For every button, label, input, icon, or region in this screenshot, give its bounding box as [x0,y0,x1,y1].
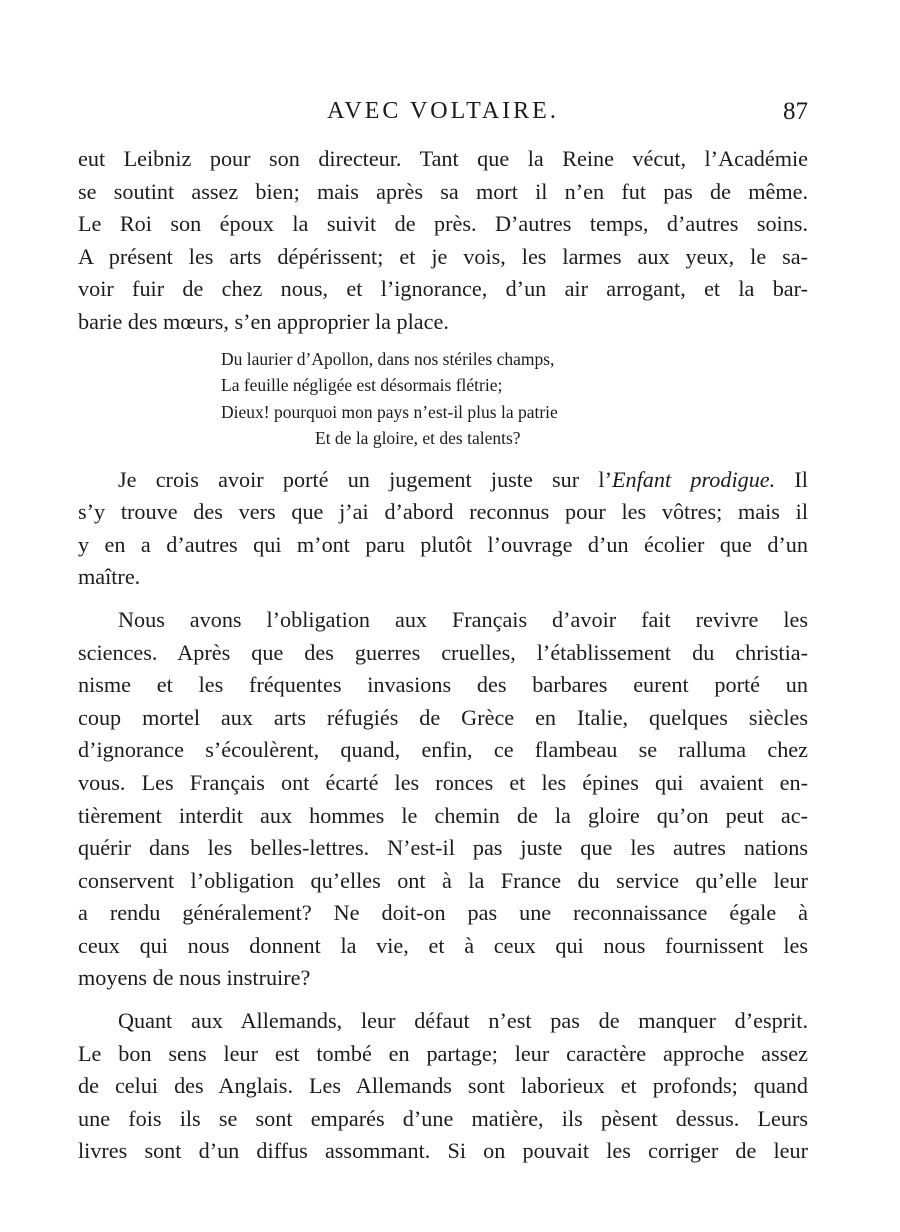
text-line: vous. Les Français ont écarté les ronces et les épines qui avaient en- [78,769,808,795]
text-line: sciences. Après que des guerres cruelles, l’établissement du christia- [78,639,808,665]
text-line [78,464,808,497]
text-line: de celui des Anglais. Les Allemands sont laborieux et profonds; quand [78,1073,808,1099]
text-line: tièrement interdit aux hommes le chemin de la gloire qu’on peut ac- [78,802,808,828]
text-line: Quant aux Allemands, leur défaut n’est pas de manquer d’esprit. [118,1008,808,1034]
text-segment: Il [775,466,808,492]
paragraph-3 [78,604,808,995]
text-line: se soutint assez bien; mais après sa mort il n’en fut pas de même. [78,178,808,204]
verse-quotation [78,346,808,452]
body-text [78,143,808,1168]
text-line: barie des mœurs, s’en approprier la place. [78,308,449,334]
text-line: moyens de nous instruire? [78,965,311,991]
text-line: Nous avons l’obligation aux Français d’avoir fait revivre les [118,606,808,632]
text-line: coup mortel aux arts réfugiés de Grèce en Italie, quelques siècles [78,704,808,730]
paragraph-1 [78,143,808,339]
running-head: AVEC VOLTAIRE. [327,98,559,124]
text-line: Le bon sens leur est tombé en partage; leur caractère approche assez [78,1040,808,1066]
text-line: A présent les arts dépérissent; et je vois, les larmes aux yeux, le sa- [78,243,808,269]
text-line: maître. [78,564,141,590]
text-segment: Je crois avoir porté un jugement juste sur l’ [118,466,612,492]
text-line: Le Roi son époux la suivit de près. D’autres temps, d’autres soins. [78,211,808,237]
text-line: livres sont d’un diffus assommant. Si on pouvait les corriger de leur [78,1138,808,1164]
text-line: voir fuir de chez nous, et l’ignorance, d’un air arrogant, et la bar- [78,276,808,302]
verse-line: Du laurier d’Apollon, dans nos stériles champs, [221,348,555,369]
text-line: eut Leibniz pour son directeur. Tant que la Reine vécut, l’Académie [78,146,808,171]
page-number: 87 [783,98,808,125]
text-line: une fois ils se sont emparés d’une matière, ils pèsent dessus. Leurs [78,1105,808,1131]
paragraph-2 [78,464,808,594]
text-line: quérir dans les belles-lettres. N’est-il pas juste que les autres nations [78,835,808,861]
text-line: s’y trouve des vers que j’ai d’abord reconnus pour les vôtres; mais il [78,499,808,525]
work-title: Enfant prodigue. [611,466,776,492]
text-line: d’ignorance s’écoulèrent, quand, enfin, ce flambeau se ralluma chez [78,737,808,763]
text-line: nisme et les fréquentes invasions des barbares eurent porté un [78,672,808,698]
text-line: y en a d’autres qui m’ont paru plutôt l’ouvrage d’un écolier que d’un [78,531,808,557]
text-line: ceux qui nous donnent la vie, et à ceux qui nous fournissent les [78,932,808,958]
paragraph-4 [78,1005,808,1168]
verse-line: Dieux! pourquoi mon pays n’est-il plus la patrie [221,401,558,422]
verse-line: Et de la gloire, et des talents? [315,428,521,449]
verse-line: La feuille négligée est désormais flétrie; [221,375,503,396]
text-line: conservent l’obligation qu’elles ont à la France du service qu’elle leur [78,867,808,893]
page-header [78,98,808,134]
text-line: a rendu généralement? Ne doit-on pas une reconnaissance égale à [78,900,808,926]
